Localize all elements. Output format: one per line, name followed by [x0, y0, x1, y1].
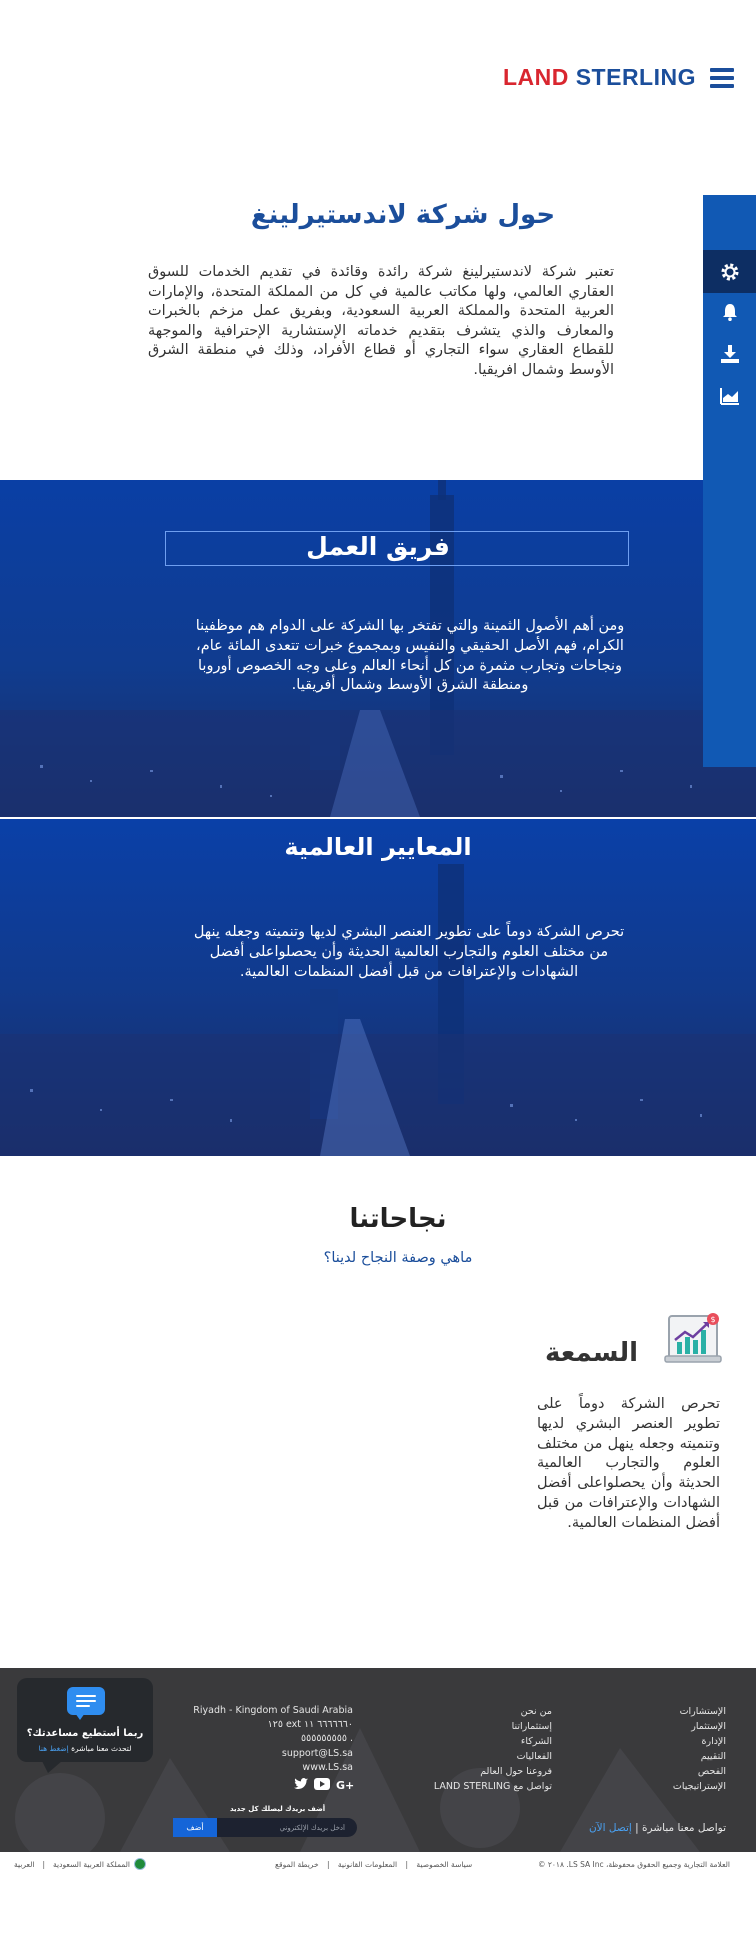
- chat-card-tail: [42, 1761, 62, 1773]
- team-title: فريق العمل: [306, 532, 450, 561]
- svg-text:G+: G+: [336, 1779, 355, 1792]
- help-subtext-rest: لتحدث معنا مباشرة: [71, 1744, 132, 1753]
- language-selector[interactable]: العربية: [14, 1859, 35, 1869]
- copyright: العلامة التجارية وجميع الحقوق محفوظة، LS SA Inc. ٢٠١٨ ©: [537, 1860, 730, 1869]
- social-links: [294, 1777, 355, 1792]
- footer-link[interactable]: الإستشارات: [679, 1706, 726, 1717]
- legal-link[interactable]: المعلومات القانونية: [337, 1860, 398, 1869]
- about-text: تعتبر شركة لاندستيرلينغ شركة رائدة وقائدة في تقديم الخدمات للسوق العقاري العالمي، ولها مكاتب عالمية في كل من المملكة المتحدة، والإمارات العربية المتحدة والمملكة العربية السعودية، وبفريق عمل مزخم بالخبرات والمعارف والذي يتشرف بتقديم خدماته الإستشارية الإحترافية والموجهة للقطاع العقاري سواء التجاري أو قطاع الأفراد، وذلك في منطقة الشرق الأوسط وشمال افريقيا.: [148, 264, 614, 378]
- call-us-text: تواصل معنا مباشرة |: [635, 1822, 726, 1834]
- address: Riyadh - Kingdom of Saudi Arabia: [193, 1705, 353, 1716]
- call-us: [589, 1822, 726, 1834]
- menu-icon[interactable]: [710, 68, 734, 88]
- logo-part-2: STERLING: [575, 64, 696, 90]
- logo-part-1: LAND: [502, 64, 569, 90]
- footer-link[interactable]: الفحص: [697, 1766, 726, 1777]
- subscribe-label: أضف بريدك ليصلك كل جديد: [230, 1805, 326, 1813]
- successes-subtitle-link[interactable]: ماهي وصفة النجاح لدينا؟: [323, 1250, 473, 1266]
- footer-link[interactable]: إستثماراتنا: [511, 1721, 552, 1732]
- chat-bubble-icon: [67, 1687, 105, 1715]
- footer-link[interactable]: الإستراتيجيات: [672, 1781, 726, 1792]
- bottom-links: سياسة الخصوصية | المعلومات القانونية | خريطة الموقع: [275, 1860, 473, 1869]
- footer: [0, 1668, 756, 1852]
- google-plus-icon[interactable]: [336, 1778, 355, 1792]
- email-link[interactable]: support@LS.sa: [281, 1747, 353, 1759]
- footer-link[interactable]: الشركاء: [520, 1736, 552, 1747]
- about-title: حول شركة لاندستيرلينغ: [250, 200, 556, 230]
- footer-link[interactable]: الفعاليات: [516, 1751, 552, 1762]
- contact-info: [193, 1704, 353, 1775]
- email-input[interactable]: [221, 1818, 353, 1837]
- youtube-icon[interactable]: [314, 1778, 330, 1790]
- fax: ٥٥٥٥٥٥٥٥٥ .: [301, 1733, 353, 1745]
- twitter-icon[interactable]: [294, 1778, 308, 1790]
- subscribe-button[interactable]: أضف: [173, 1818, 217, 1837]
- region-language: المملكة العربية السعودية | العربية: [14, 1858, 146, 1870]
- chat-press-here-link[interactable]: إضغط هنا: [38, 1744, 69, 1753]
- chat-help-card[interactable]: [17, 1678, 153, 1762]
- footer-link[interactable]: الإدارة: [701, 1736, 726, 1747]
- services-column: [673, 1704, 726, 1794]
- team-text: ومن أهم الأصول الثمينة والتي تفتخر بها الشركة على الدوام هم موظفينا الكرام، فهم الأصل الحقيقي والنفيس وبمجموع خبرات تتعدى المائة عام، ونجاحات وتجارب مثمرة من كل أنحاء العالم وعلى وجه الخصوص أوروبا ومنطقة الشرق الأوسط وشمال أفريقيا.: [195, 618, 625, 694]
- reputation-title: السمعة: [545, 1338, 639, 1368]
- footer-link[interactable]: التقييم: [700, 1751, 726, 1762]
- reputation-text: تحرص الشركة دوماً على تطوير العنصر البشري لديها وتنميته وجعله ينهل من مختلف العلوم والتجارب العالمية الحديثة وأن يحصلواعلى أفضل الشهادات والإعترافات من قبل أفضل المنظمات العالمية.: [537, 1396, 720, 1531]
- team-section: [0, 480, 756, 817]
- help-subtext: [17, 1744, 153, 1753]
- bell-icon[interactable]: [703, 292, 756, 332]
- footer-link[interactable]: تواصل مع LAND STERLING: [433, 1781, 552, 1792]
- phone[interactable]: ١٢٥ ext ٦٦٦٦٦٦٠ ١١: [267, 1719, 353, 1731]
- logo[interactable]: [503, 64, 696, 91]
- privacy-link[interactable]: سياسة الخصوصية: [416, 1860, 473, 1869]
- footer-link[interactable]: من نحن: [520, 1706, 552, 1717]
- region-selector[interactable]: المملكة العربية السعودية: [53, 1859, 130, 1869]
- website-link[interactable]: www.LS.sa: [302, 1761, 353, 1773]
- chart-icon[interactable]: [703, 376, 756, 416]
- about-links-column: [434, 1704, 552, 1794]
- standards-text: تحرص الشركة دوماً على تطوير العنصر البشري لديها وتنميته وجعله ينهل من مختلف العلوم والتجارب العالمية الحديثة وأن يحصلواعلى أفضل الشهادات والإعترافات من قبل أفضل المنظمات العالمية.: [193, 924, 625, 980]
- download-icon[interactable]: [703, 334, 756, 374]
- standards-title: المعايير العالمية: [284, 833, 472, 861]
- subscribe-form: [173, 1818, 357, 1837]
- city-night-background: [0, 819, 756, 1156]
- bottom-bar: [0, 1852, 756, 1878]
- growth-chart-icon: [663, 1310, 723, 1370]
- gear-icon[interactable]: [703, 252, 756, 292]
- help-question: ربما أستطيع مساعدتك؟: [26, 1728, 144, 1739]
- footer-link[interactable]: الإستثمار: [691, 1721, 726, 1732]
- svg-text:$: $: [710, 1315, 716, 1324]
- footer-link[interactable]: فروعنا حول العالم: [480, 1766, 552, 1777]
- successes-title: نجاحاتنا: [349, 1204, 447, 1234]
- standards-section: [0, 819, 756, 1156]
- saudi-flag-icon: [134, 1858, 146, 1870]
- sitemap-link[interactable]: خريطة الموقع: [275, 1860, 319, 1869]
- call-now-link[interactable]: إتصل الآن: [588, 1822, 632, 1834]
